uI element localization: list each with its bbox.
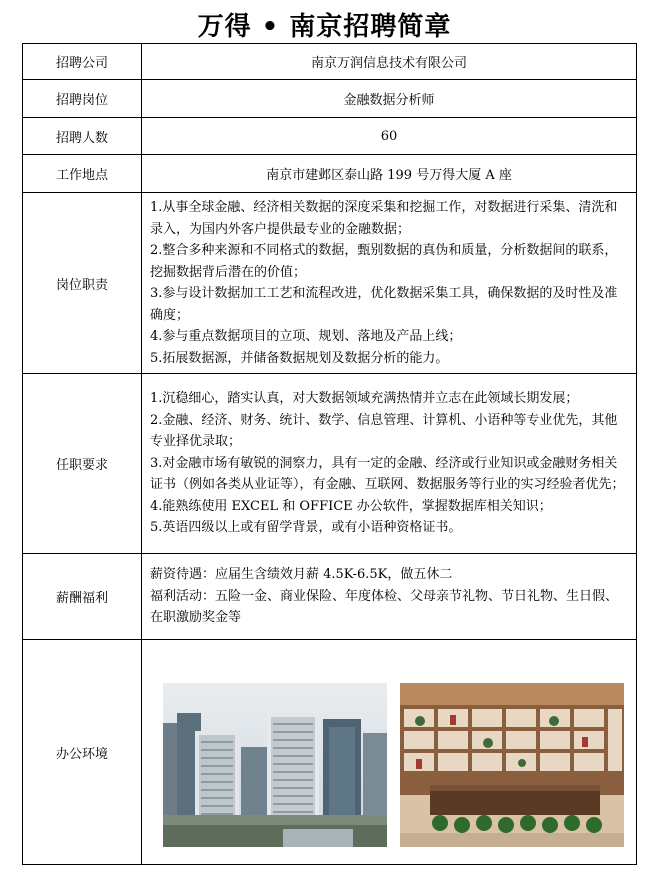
duty-item: 3.参与设计数据加工工艺和流程改进，优化数据采集工具，确保数据的及时性及准确度； xyxy=(150,286,618,323)
requirement-item: 5.英语四级以上或有留学背景，或有小语种资格证书。 xyxy=(150,520,462,536)
label-headcount: 招聘人数 xyxy=(23,118,142,155)
value-requirements xyxy=(142,374,637,554)
value-duties xyxy=(142,193,637,374)
row-requirements xyxy=(23,374,637,554)
value-benefits xyxy=(142,554,637,640)
label-environment: 办公环境 xyxy=(23,640,142,865)
page-title: 万得 • 南京招聘简章 xyxy=(197,12,452,42)
value-position: 金融数据分析师 xyxy=(142,80,637,118)
office-interior-photo xyxy=(400,683,624,847)
duty-item: 5.拓展数据源，并储备数据规划及数据分析的能力。 xyxy=(150,350,449,366)
requirement-item: 2.金融、经济、财务、统计、数学、信息管理、计算机、小语种等专业优先，其他专业择优录取； xyxy=(150,412,618,450)
label-company: 招聘公司 xyxy=(23,44,142,80)
requirement-item: 3.对金融市场有敏锐的洞察力，具有一定的金融、经济或行业知识或金融财务相关证书（例如各类从业证等），有金融、互联网、数据服务等行业的实习经验者优先； xyxy=(150,455,625,493)
row-location xyxy=(23,155,637,193)
row-headcount xyxy=(23,118,637,155)
row-duties xyxy=(23,193,637,374)
benefit-item: 薪资待遇：应届生含绩效月薪 4.5K-6.5K，做五休二 xyxy=(150,567,453,583)
label-location: 工作地点 xyxy=(23,155,142,193)
row-position xyxy=(23,80,637,118)
row-company xyxy=(23,44,637,80)
row-benefits xyxy=(23,554,637,640)
value-location: 南京市建邺区泰山路 199 号万得大厦 A 座 xyxy=(142,155,637,193)
requirement-item: 4.能熟练使用 EXCEL 和 OFFICE 办公软件，掌握数据库相关知识； xyxy=(150,498,552,514)
duty-item: 2.整合多种来源和不同格式的数据，甄别数据的真伪和质量，分析数据间的联系，挖掘数据背后潜在的价值； xyxy=(150,243,618,280)
label-duties: 岗位职责 xyxy=(23,193,142,374)
requirement-item: 1.沉稳细心，踏实认真，对大数据领域充满热情并立志在此领域长期发展； xyxy=(150,391,579,407)
value-environment xyxy=(142,640,637,865)
duty-item: 1.从事全球金融、经济相关数据的深度采集和挖掘工作，对数据进行采集、清洗和录入，为国内外客户提供最专业的金融数据； xyxy=(150,200,618,237)
office-building-photo xyxy=(163,683,387,847)
label-requirements: 任职要求 xyxy=(23,374,142,554)
row-environment xyxy=(23,640,637,865)
duty-item: 4.参与重点数据项目的立项、规划、落地及产品上线； xyxy=(150,329,462,344)
label-benefits: 薪酬福利 xyxy=(23,554,142,640)
value-headcount: 60 xyxy=(142,118,637,155)
office-interior-image xyxy=(400,683,624,847)
benefit-item: 福利活动：五险一金、商业保险、年度体检、父母亲节礼物、节日礼物、生日假、在职激励奖金等 xyxy=(150,588,619,626)
recruitment-table xyxy=(22,43,637,865)
office-building-image xyxy=(163,683,387,847)
label-position: 招聘岗位 xyxy=(23,80,142,118)
value-company: 南京万润信息技术有限公司 xyxy=(142,44,637,80)
